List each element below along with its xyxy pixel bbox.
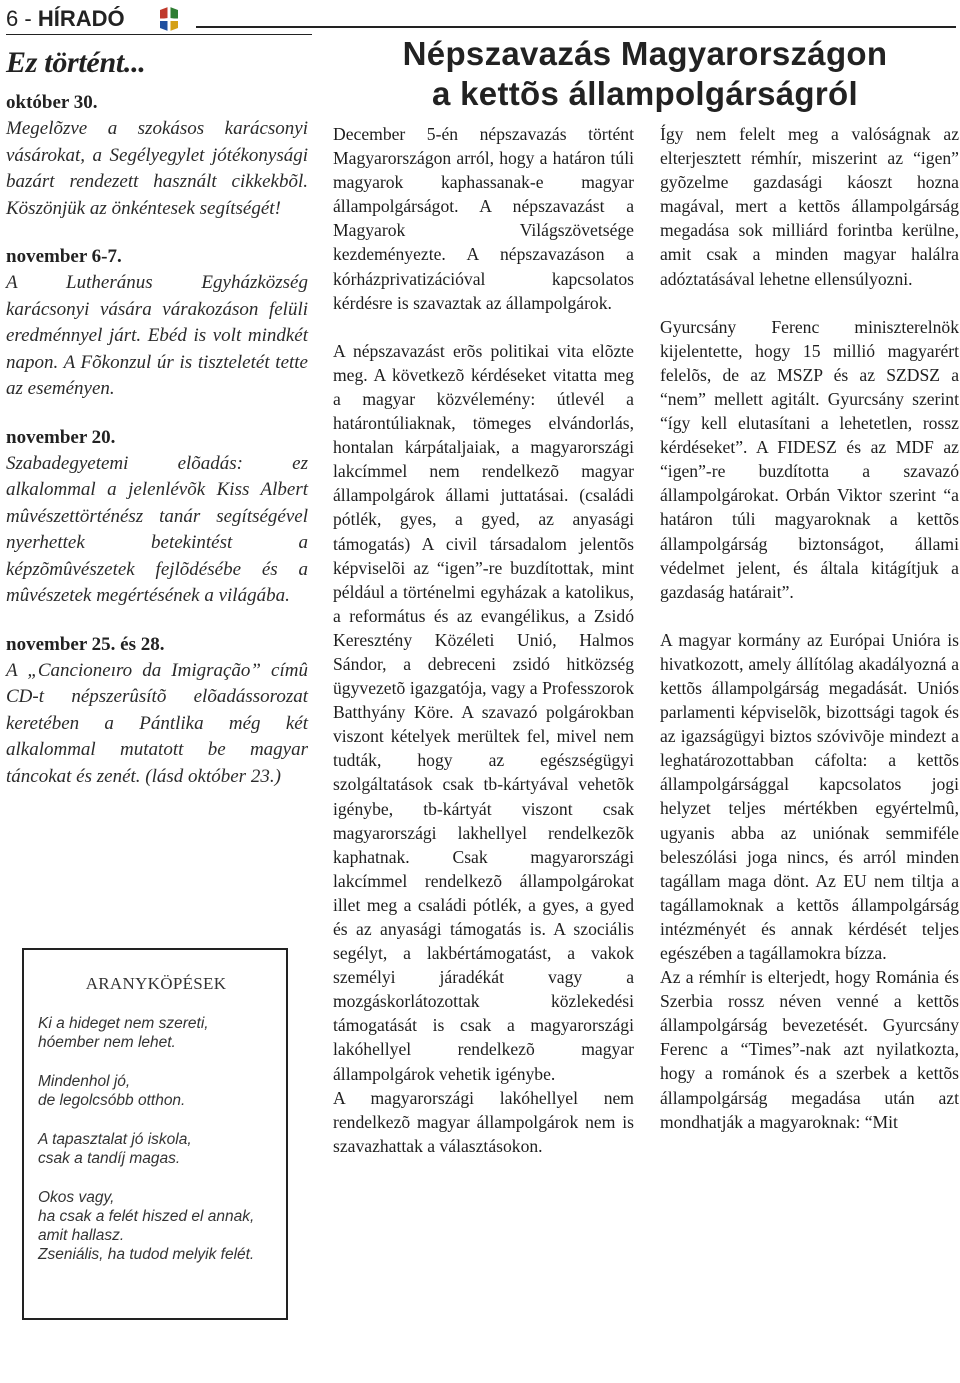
article-column-middle xyxy=(333,122,634,1158)
page-number: 6 xyxy=(6,6,19,31)
article-paragraph: December 5-én népszavazás történt Magyarországon arról, hogy a határon túli magyarok kaphassanak-e magyar állampolgárságot. A népszavazást a Magyarok Világszövetsége kezdeményezte. A népszavazáson a kórházprivatizációval kapcsolatos kérdésre is szavaztak az állampolgárok. xyxy=(333,124,634,313)
article-paragraph: A magyarországi lakóhellyel nem rendelkezõ magyar állampolgárok nem is szavazhattak a választásokon. xyxy=(333,1087,634,1156)
event-text: Szabadegyetemi elõadás: ez alkalommal a jelenlévõk Kiss Albert mûvészettörténész tanár segítségével nyerhettek betekintést a képzõmûvészetek fejlõdésébe és a mûvészetek megértésének a világába. xyxy=(6,452,308,606)
page-separator: - xyxy=(18,6,38,31)
event-entry xyxy=(6,425,308,610)
article-column-right xyxy=(660,122,959,1134)
event-text: A Lutheránus Egyházközség karácsonyi vására várakozáson felüli eredménnyel járt. Ebéd is volt mindkét napon. A Fõkonzul úr is tiszteletét tette az eseményen. xyxy=(6,272,308,399)
article-paragraph: Így nem felelt meg a valóságnak az elterjesztett rémhír, miszerint az “igen” gyõzelme gazdasági káoszt hozna magával, mert a kettõs állampolgárság megadása sok milliárd forintba kerülne, amit csak a minden magyar halálra adóztatásával lehetne ellensúlyozni. xyxy=(660,124,959,289)
event-date: november 6-7. xyxy=(6,246,122,267)
section-name: HÍRADÓ xyxy=(37,6,125,31)
article-paragraph: Gyurcsány Ferenc miniszterelnök kijelentette, hogy 15 millió magyarért felelõs, de az MSZP és az SZDSZ a “nem” mellett agitált. Gyurcsány szerint “így kell elutasítani a lehetetlen, rossz kérdéseket”. A FIDESZ és az MDF az “igen”-re buzdította a szavazó állampolgárokat. Orbán Viktor szerint “a határon túli magyaroknak a kettõs állampolgárság biztonságot, állami védelmet jelent, és általa kitágítjuk a gazdaság határait”. xyxy=(660,316,959,602)
article-title-line1: Népszavazás Magyarországon xyxy=(402,35,888,72)
newsletter-logo-icon xyxy=(158,6,180,32)
events-title: Ez történt... xyxy=(6,46,146,79)
quote-item: A tapasztalat jó iskola, csak a tandíj magas. xyxy=(38,1131,192,1167)
event-entry xyxy=(6,632,308,791)
article-paragraph: A magyar kormány az Európai Unióra is hivatkozott, amely állítólag akadályozná a kettõs állampolgárság megadását. Uniós parlamenti képviselõk, bizottsági tagok és az igazságügyi biztos szóvivõje mindezt a leghatározottabban cáfolta: a kettõs állampolgársággal kapcsolatos jogi helyzet teljes mértékben egyértelmû, ugyanis abba az uniónak semmiféle beleszólási joga nincs, és arról minden tagállam maga dönt. Az EU nem tiltja a tagállamoknak a kettõs állampolgárság intézményét és annak kérdését teljes egészében a tagállamokra bízza. xyxy=(660,629,959,963)
left-column-rule xyxy=(6,34,312,35)
event-date: november 20. xyxy=(6,426,116,448)
quote-item: Okos vagy, ha csak a felét hiszed el annak, amit hallasz. Zseniális, ha tudod melyik felét. xyxy=(38,1189,255,1263)
page-label xyxy=(6,6,125,32)
quote-item: Ki a hideget nem szereti, hóember nem lehet. xyxy=(38,1015,209,1051)
quote-item: Mindenhol jó, de legolcsóbb otthon. xyxy=(38,1073,186,1109)
page-header xyxy=(6,4,956,34)
header-rule xyxy=(196,26,956,28)
event-text: A „Cancioneıro da Imigração” címû CD-t népszerûsítõ elõadássorozat keretében a Pántlika még két alkalommal mutatott be magyar táncokat és zenét. (lásd október 23.) xyxy=(6,659,308,787)
article-paragraph: Az a rémhír is elterjedt, hogy Románia és Szerbia rossz néven venné a kettõs állampolgárság bevezetését. Gyurcsány Ferenc a “Times”-nak azt nyilatkozta, hogy a románok és a szerbek a kettõs állampolgárság megadása után azt mondhatják a magyaroknak: “Mit xyxy=(660,967,959,1132)
article-title-line2: a kettõs állampolgárságról xyxy=(432,75,858,112)
article-title xyxy=(330,34,960,114)
event-entry xyxy=(6,90,308,222)
event-text: Megelõzve a szokásos karácsonyi vásárokat, a Segélyegylet jótékonysági bazárt rendezett használt cikkekbõl. Köszönjük az önkéntesek segítségét! xyxy=(6,118,308,219)
event-entry xyxy=(6,244,308,403)
quotes-box xyxy=(22,948,288,1320)
event-date: október 30. xyxy=(6,92,98,113)
event-date: november 25. és 28. xyxy=(6,633,165,655)
events-column xyxy=(6,46,308,812)
article-paragraph: A népszavazást erõs politikai vita elõzte meg. A következõ kérdéseket vitatta meg a magyar közvélemény: útlevél a határontúliaknak, tömeges elvándorlás, hontalan kárpátaljaiak, a magyarországi lakcímmel nem rendelkezõ magyar állampolgárok állami juttatásai. (családi pótlék, gyes, a gyed, az anyasági támogatás) A civil társadalom jelentõs képviselõi az “igen”-re buzdítottak, mint például a történelmi egyházak a katolikus, a református és az evangélikus, a Zsidó Keresztény Közéleti Unió, Halmos Sándor, a debreceni zsidó hitközség ügyvezetõ igazgatója, vagy a Professzorok Batthyány Köre. A szavazó polgárokban viszont kételyek merültek fel, mivel nem tudták, hogy az egészségügyi szolgáltatások csak tb-kártyával vehetõk igénybe, tb-kártyát viszont csak magyarországi lakhellyel rendelkezõk kaphatnak. Csak magyarországi lakcímmel rendelkezõ állampolgárokat illet meg a családi pótlék, a gyes, a gyed és az anyasági támogatás is. A szociális segélyt, a lakbértámogatást, a vakok személyi járadékát vagy a mozgáskorlátozottak közlekedési támogatását is csak a magyarországi lakóhellyel rendelkezõ magyar állampolgárok vehetik igénybe. xyxy=(333,340,634,1084)
quotes-title: ARANYKÖPÉSEK xyxy=(85,974,227,993)
